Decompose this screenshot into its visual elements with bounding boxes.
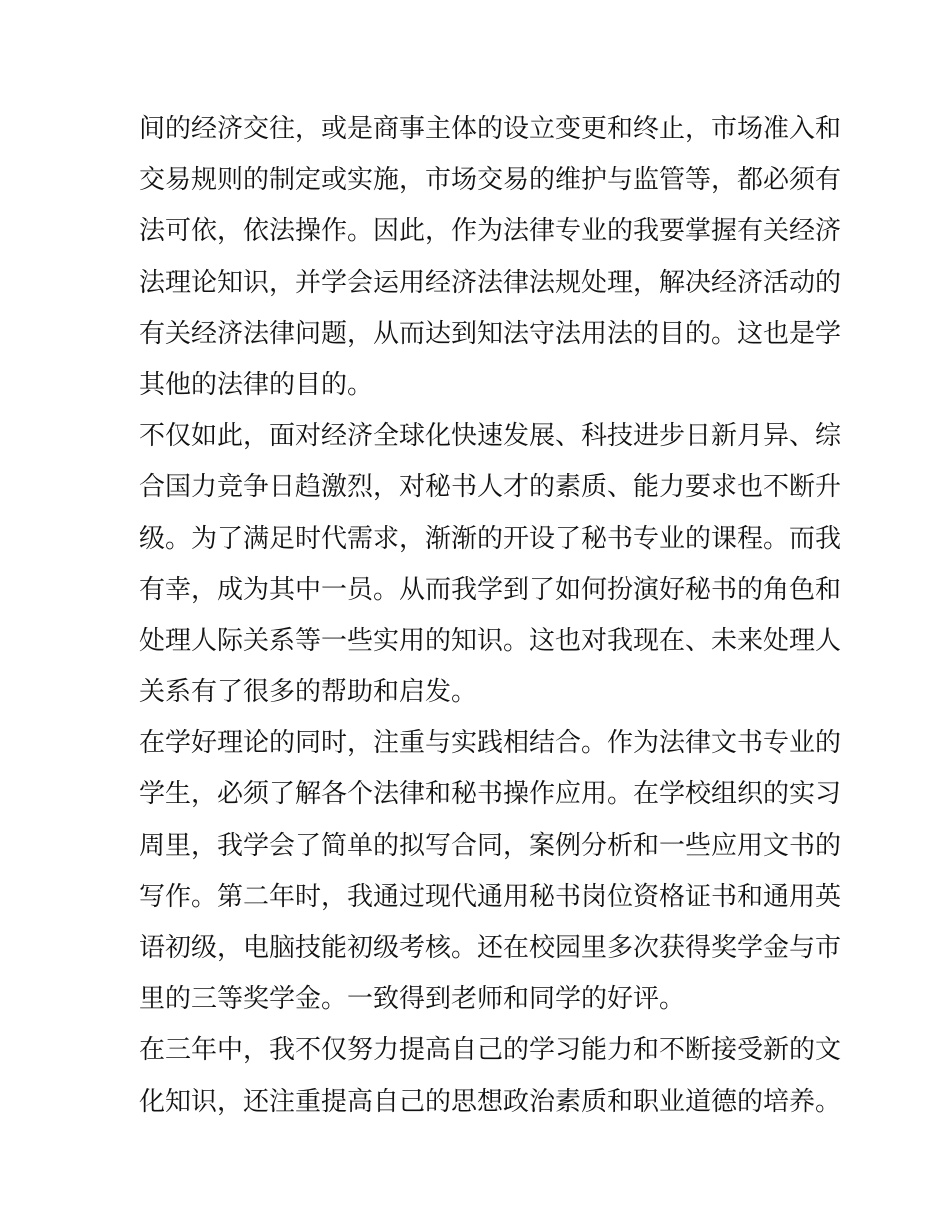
paragraph [139,718,842,1025]
text-line: 周里，我学会了简单的拟写合同，案例分析和一些应用文书的 [139,830,842,861]
paragraph [139,104,842,411]
text-line: 法可依，依法操作。因此，作为法律专业的我要掌握有关经济 [139,216,842,247]
paragraph [139,411,842,718]
text-line: 在三年中，我不仅努力提高自己的学习能力和不断接受新的文 [139,1035,842,1066]
text-line: 有关经济法律问题，从而达到知法守法用法的目的。这也是学 [139,318,842,349]
text-line: 交易规则的制定或实施，市场交易的维护与监管等，都必须有 [139,165,842,196]
text-line: 有幸，成为其中一员。从而我学到了如何扮演好秘书的角色和 [139,574,842,605]
text-line: 化知识，还注重提高自己的思想政治素质和职业道德的培养。 [139,1086,842,1117]
text-line: 在学好理论的同时，注重与实践相结合。作为法律文书专业的 [139,728,842,759]
text-line: 学生，必须了解各个法律和秘书操作应用。在学校组织的实习 [139,779,842,810]
text-line: 法理论知识，并学会运用经济法律法规处理，解决经济活动的 [139,267,842,298]
text-line: 其他的法律的目的。 [139,369,374,400]
document-body [139,104,842,1128]
text-line: 合国力竞争日趋激烈，对秘书人才的素质、能力要求也不断升 [139,472,842,503]
text-line: 间的经济交往，或是商事主体的设立变更和终止，市场准入和 [139,114,842,144]
text-line: 写作。第二年时，我通过现代通用秘书岗位资格证书和通用英 [139,881,842,912]
text-line: 里的三等奖学金。一致得到老师和同学的好评。 [139,984,686,1015]
text-line: 关系有了很多的帮助和启发。 [139,677,478,708]
text-line: 处理人际关系等一些实用的知识。这也对我现在、未来处理人 [139,625,842,656]
text-line: 语初级，电脑技能初级考核。还在校园里多次获得奖学金与市 [139,933,842,963]
paragraph [139,1025,842,1127]
text-line: 级。为了满足时代需求，渐渐的开设了秘书专业的课程。而我 [139,523,842,554]
text-line: 不仅如此，面对经济全球化快速发展、科技进步日新月异、综 [139,421,842,452]
